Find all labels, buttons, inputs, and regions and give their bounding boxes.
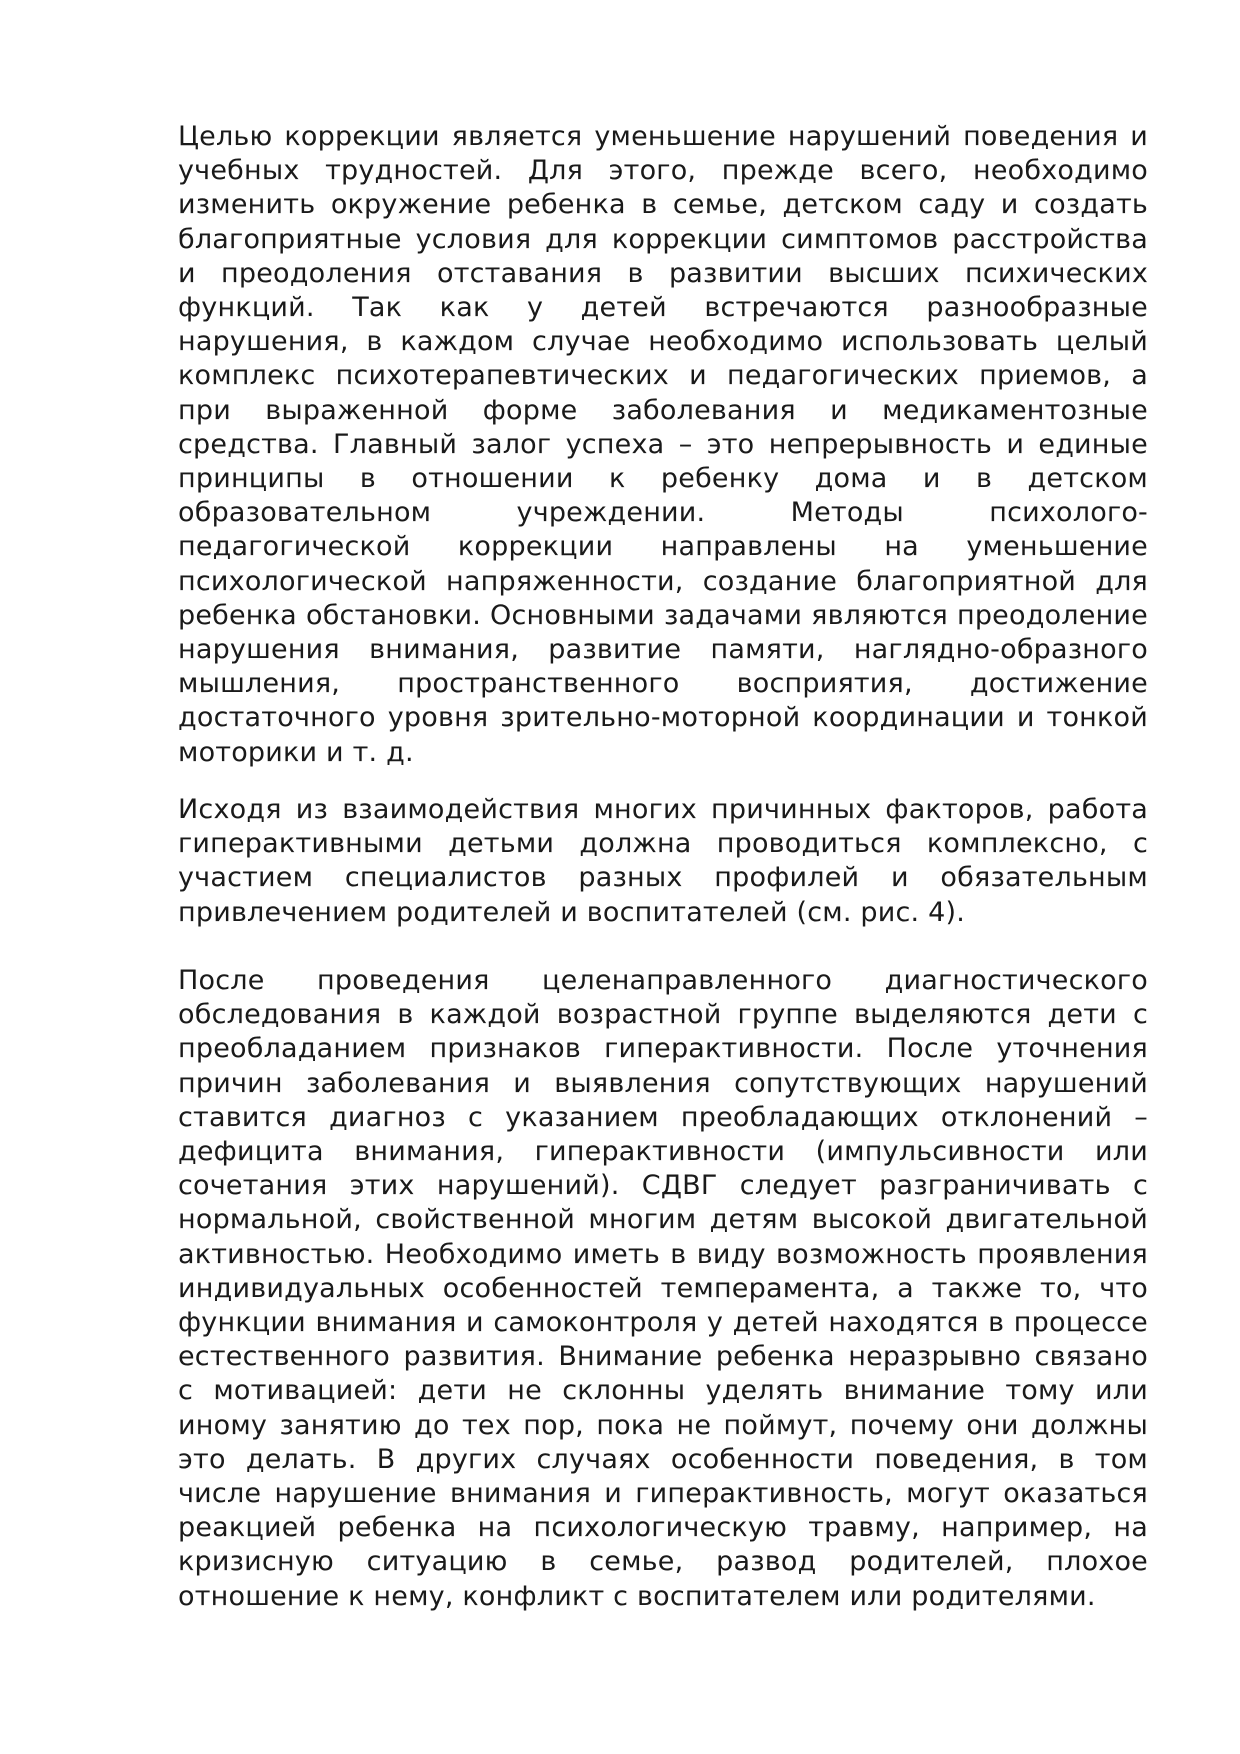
paragraph-text: Исходя из взаимодействия многих причинных факторов, работа гиперактивными детьми должна проводиться комплексно, с участием специалистов разных профилей и обязательным привлечением родителей и воспитателей (см. рис. 4). — [178, 794, 1148, 928]
paragraph-text: После проведения целенаправленного диагностического обследования в каждой возрастной группе выделяются дети с преобладанием признаков гиперактивности. После уточнения причин заболевания и выявления сопутствующих нарушений ставится диагноз с указанием преобладающих отклонений – дефицита внимания, гиперактивности (импульсивности или сочетания этих нарушений). СДВГ следует разграничивать с нормальной, свойственной многим детям высокой двигательной активностью. Необходимо иметь в виду возможность проявления индивидуальных особенностей темперамента, а также то, что функции внимания и самоконтроля у детей находятся в процессе естественного развития. Внимание ребенка неразрывно связано с мотивацией: дети не склонны уделять внимание тому или иному занятию до тех пор, пока не поймут, почему они должны это делать. В других случаях особенности поведения, в том числе нарушение внимания и гиперактивность, могут оказаться реакцией ребенка на психологическую травму, например, на кризисную ситуацию в семье, развод родителей, плохое отношение к нему, конфликт с воспитателем или родителями. — [178, 965, 1148, 1612]
paragraph-2 — [178, 793, 1148, 930]
paragraph-text: Целью коррекции является уменьшение нарушений поведения и учебных трудностей. Для этого, прежде всего, необходимо изменить окружение ребенка в семье, детском саду и создать благоприятные условия для коррекции симптомов расстройства и преодоления отставания в развитии высших психических функций. Так как у детей встречаются разнообразные нарушения, в каждом случае необходимо использовать целый комплекс психотерапевтических и педагогических приемов, а при выраженной форме заболевания и медикаментозные средства. Главный залог успеха – это непрерывность и единые принципы в отношении к ребенку дома и в детском образовательном учреждении. Методы психолого-педагогической коррекции направлены на уменьшение психологической напряженности, создание благоприятной для ребенка обстановки. Основными задачами являются преодоление нарушения внимания, развитие памяти, наглядно-образного мышления, пространственного восприятия, достижение достаточного уровня зрительно-моторной координации и тонкой моторики и т. д. — [178, 121, 1148, 768]
paragraph-1 — [178, 120, 1148, 770]
paragraph-3 — [178, 964, 1148, 1614]
